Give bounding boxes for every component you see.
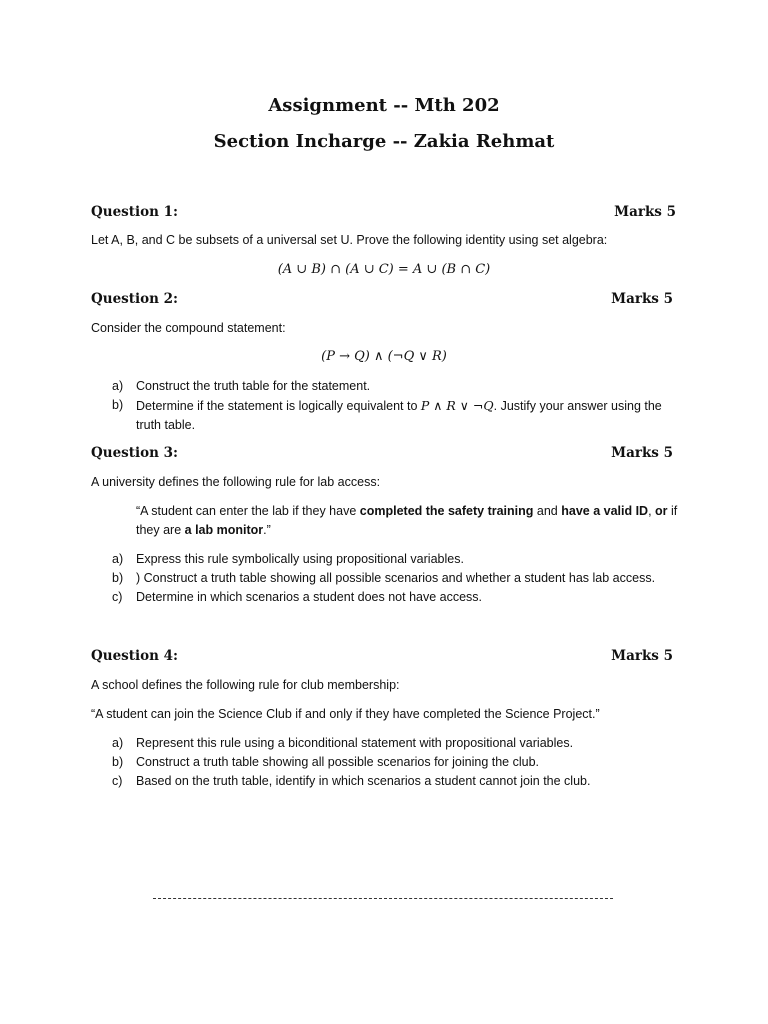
list-item [112,569,682,588]
quote-bold-text: or [655,504,668,518]
list-text: Construct a truth table showing all possible scenarios for joining the club. [136,755,539,769]
question-3-parts [112,550,682,607]
list-text: Construct the truth table for the statement. [136,379,371,393]
quote-text: .” [263,523,271,537]
list-marker: c) [112,590,123,604]
list-text: Determine in which scenarios a student does not have access. [136,590,483,604]
list-marker: b) [112,755,124,769]
quote-text: , [648,504,656,518]
list-marker: a) [112,552,124,566]
list-text: ) Construct a truth table showing all possible scenarios and whether a student has lab access. [136,571,656,585]
list-text: Based on the truth table, identify in which scenarios a student cannot join the club. [136,774,591,788]
question-3-marks: Marks 5 [611,445,673,461]
question-4-quote: “A student can join the Science Club if and only if they have completed the Science Project.” [91,707,600,721]
list-marker: a) [112,379,124,393]
quote-bold-text: a lab monitor [184,523,264,537]
list-item [112,377,682,396]
quote-text: and [533,504,562,518]
list-text-part: . Justify your answer using the truth table. [136,399,662,432]
list-marker: b) [112,398,124,412]
list-marker: c) [112,774,123,788]
list-item [112,772,682,791]
list-text [136,396,682,435]
list-text: Express this rule symbolically using propositional variables. [136,552,464,566]
question-3-prompt: A university defines the following rule for lab access: [91,475,381,489]
question-1-formula: (A ∪ B) ∩ (A ∪ C) = A ∪ (B ∩ C) [277,262,491,277]
list-item [112,588,682,607]
page-subtitle: Section Incharge -- Zakia Rehmat [213,131,555,152]
quote-bold-text: have a valid ID [561,504,649,518]
quote-bold-text: completed the safety training [359,504,534,518]
question-3-header [91,445,673,461]
question-1-label: Question 1: [91,204,179,220]
page-title: Assignment -- Mth 202 [268,95,500,116]
list-marker: b) [112,571,124,585]
question-2-marks: Marks 5 [611,291,673,307]
list-item [112,396,682,435]
question-2-header [91,291,673,307]
question-4-marks: Marks 5 [611,648,673,664]
list-item [112,550,682,569]
question-2-label: Question 2: [91,291,179,307]
question-1-header [91,204,676,220]
list-text-part: Determine if the statement is logically equivalent to [136,399,421,413]
question-4-parts [112,734,682,791]
list-item [112,753,682,772]
question-2-formula: (P → Q) ∧ (¬Q ∨ R) [321,349,447,364]
inline-formula: P ∧ R ∨ ¬Q [420,398,494,413]
question-4-label: Question 4: [91,648,179,664]
question-3-quote [136,502,684,540]
question-1-prompt: Let A, B, and C be subsets of a universal set U. Prove the following identity using set algebra: [91,233,608,247]
end-divider [153,898,613,899]
question-3-label: Question 3: [91,445,179,461]
question-2-parts [112,377,682,435]
question-1-marks: Marks 5 [614,204,676,220]
question-4-header [91,648,673,664]
quote-text: if they are [136,504,678,537]
quote-text: “A student can enter the lab if they have [136,504,360,518]
question-2-prompt: Consider the compound statement: [91,321,286,335]
question-4-prompt: A school defines the following rule for club membership: [91,678,400,692]
list-item [112,734,682,753]
list-marker: a) [112,736,124,750]
list-text: Represent this rule using a biconditional statement with propositional variables. [136,736,574,750]
